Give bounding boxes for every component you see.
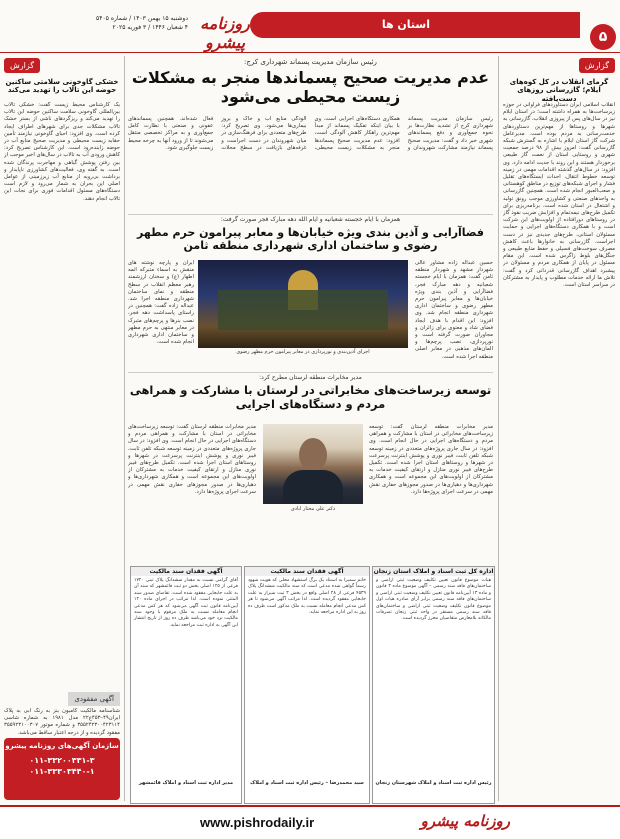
main-kicker: رئیس سازمان مدیریت پسماند شهرداری کرج: [244,58,377,66]
lorestan-title: توسعه زیرساخت‌های مخابراتی در لرستان با مشارکت و همراهی مردم و دستگاه‌های اجرایی [129,383,492,411]
mashhad-body: حسین عبداله زاده مشاور عالی شهردار مشهد و شهردار منطقه ثامن گفت: همزمان با ایام خجسته شعبانیه و دهه مبارک فجر، فضاآرایی و آذین بندی ویژه خیابان‌ها و معابر پیرامون حرم مطهر رضوی و ساختمان اداری شهرداری منطقه انجام شد. وی افزود: این اقدام با هدف ایجاد فضای شاد و معنوی برای زائران و مجاوران صورت گرفته است و نورپردازی، نصب پرچم‌ها و المان‌های مذهبی در معابر اصلی منطقه اجرا شده است. [415,260,493,360]
left-article-body: یک کارشناس محیط زیست گفت: خشکی تالاب بین‌المللی گاوخونی سلامت ساکنین حوضه این تالاب را تهدید می‌کند و ریزگردهای ناشی از بستر خشک تالاب مشکلات جدی برای شهرهای اطراف ایجاد کرده است. وی افزود: احیای گاوخونی نیازمند تأمین حقابه زیست محیطی و مدیریت صحیح منابع آب در حوضه زاینده‌رود است. این کارشناس تصریح کرد: کاهش ورودی آب به تالاب در سال‌های اخیر موجب از بین رفتن پوشش گیاهی و مهاجرت پرندگان شده است. به گفته وی، فعالیت‌های کشاورزی ناپایدار و برداشت بی‌رویه از منابع آب زیرزمینی از عوامل اصلی این بحران به شمار می‌رود و لازم است دستگاه‌های مسئول اقدامات فوری برای نجات این تالاب انجام دهند. [4,102,120,202]
main-body: رئیس سازمان مدیریت پسماند شهرداری کرج از تشدید نظارت‌ها بر نحوه جمع‌آوری و دفع پسماندهای شهری خبر داد و گفت: مدیریت صحیح پسماند نیازمند مشارکت شهروندان و همکاری دستگاه‌های اجرایی است. وی با بیان اینکه تفکیک پسماند از مبدأ مهم‌ترین راهکار کاهش آلودگی است، افزود: عدم مدیریت صحیح پسماندها منجر به مشکلات زیست محیطی، آلودگی منابع آب و خاک و بروز بیماری‌ها می‌شود. وی تصریح کرد: طرح‌های متعددی برای فرهنگ‌سازی در میان شهروندان در دست اجراست و غرفه‌های بازیافت در سطح محلات فعال شده‌اند. همچنین پسماندهای عفونی و صنعتی با نظارت کامل جمع‌آوری و به مراکز تخصصی منتقل می‌شوند تا از ورود آنها به چرخه محیط زیست جلوگیری شود. [128,116,493,151]
date-block [8,14,188,32]
mashhad-title: فضاآرایی و آذین بندی ویژه خیابان‌ها و معابر پیرامون حرم مطهر رضوی و ساختمان اداری شهرداری منطقه ثامن [137,226,484,253]
logo-text: روزنامه پیشرو [200,14,250,52]
lorestan-kicker: مدیر مخابرات منطقه لرستان مطرح کرد: [259,374,362,381]
ad-head: آگهی فقدان سند مالکیت [245,567,369,576]
ad-office-title: سازمان آگهی‌های روزنامه پیشرو [5,742,119,750]
portrait-suit [283,470,343,504]
mashhad-caption: اجرای آذین‌بندی و نورپردازی در معابر پیرامون حرم مطهر رضوی [236,349,370,355]
ad-card-3 [244,566,370,804]
ad-body: آقای گرامی نسبت به مقدار ششدانگ پلاک ثبتی ۱۷۲۰ فرعی از ۱۲۵ اصلی بخش دو ثبت قائمشهر که سند آن به علت جابجایی مفقود شده است، تقاضای صدور سند المثنی نموده است. لذا مراتب در اجرای ماده ۱۲۰ آیین‌نامه قانون ثبت آگهی می‌شود که هر کس مدعی انجام معامله نسبت به ملک مرقوم یا وجود سند مالکیت نزد خود می‌باشد ظرف ده روز از تاریخ انتشار این آگهی به اداره ثبت مراجعه نماید. [134,578,238,628]
date-line-1: دوشنبه ۱۵ بهمن ۱۴۰۳ / شماره ۵۴۰۵ [96,15,188,22]
divider [128,372,493,373]
lorestan-body: مدیر مخابرات منطقه لرستان گفت: توسعه زیرساخت‌های مخابراتی در استان با مشارکت و همراهی مردم و دستگاه‌های اجرایی در حال انجام است. وی افزود: در سال جاری پروژه‌های متعددی در زمینه توسعه شبکه تلفن ثابت، فیبر نوری و پوشش اینترنت پرسرعت در شهرها و روستاهای استان اجرا شده است. تکمیل طرح‌های فیبر نوری منازل و ارتقای کیفیت خدمات به مشترکان از اولویت‌های این مجموعه است و همکاری شهرداری‌ها و دهیاری‌ها در صدور مجوزهای حفاری نقش مهمی در سرعت اجرای پروژه‌ها دارد. [369,424,493,495]
mashhad-body-2: ایران و پارچه نوشته های منقش به اسماء متبرکه ائمه اطهار (ع) و سخنان ارزشمند رهبر معظم انقلاب در سطح منطقه و نمای ساختمان شهرداری منطقه اجرا شد. عبداله زاده گفت: همچنین در راستای پاسداشت دهه فجر، نصب بنرها و پرچم‌های متبرک در معابر منتهی به حرم مطهر و ساختمان اداری شهرداری انجام شده است. [128,260,194,346]
main-title: عدم مدیریت صحیح پسماندها منجر به مشکلات زیست محیطی می‌شود [131,68,490,107]
column-divider [124,56,125,801]
shrine-building [218,290,388,330]
website-url[interactable]: www.pishrodaily.ir [200,815,315,830]
ad-sign: سید محمدرضا – رئیس اداره ثبت اسناد و املاک [250,780,364,786]
ad-body: هیات موضوع قانون تعیین تکلیف وضعیت ثبتی اراضی و ساختمان‌های فاقد سند رسمی – آگهی موضوع ماده ۳ قانون و ماده ۱۳ آیین‌نامه قانون تعیین تکلیف وضعیت ثبتی اراضی و ساختمان‌های فاقد سند رسمی برابر آرای صادره هیات اول موضوع قانون تکلیف وضعیت ثبتی اراضی و ساختمان‌های فاقد سند رسمی مستقر در واحد ثبتی زنجان تصرفات مالکانه بلامعارض متقاضیان محرز گردیده است. [376,578,492,622]
official-portrait [263,424,363,504]
lorestan-body-2: مدیر مخابرات منطقه لرستان گفت: توسعه زیرساخت‌های مخابراتی در استان با مشارکت و همراهی مردم و دستگاه‌های اجرایی در حال انجام است. وی افزود: در سال جاری پروژه‌های متعددی در زمینه توسعه شبکه تلفن ثابت، فیبر نوری و پوشش اینترنت پرسرعت در شهرها و روستاهای استان اجرا شده است. تکمیل طرح‌های فیبر نوری منازل و ارتقای کیفیت خدمات به مشترکان از اولویت‌های این مجموعه است و همکاری شهرداری‌ها و دهیاری‌ها در صدور مجوزهای حفاری نقش مهمی در سرعت اجرای پروژه‌ها دارد. [128,424,256,495]
right-column [503,58,615,803]
right-article-title: گرمای انقلاب در کل کوه‌های ایلام؛ گازرسانی روزهای دست‌یافته [509,78,609,103]
lorestan-caption: دکتر علی مختار ابادی [290,506,336,512]
ad-phone-2: ۰۱۱-۳۳۳۰۳۴۴۰-۱ [29,767,95,776]
ad-sign: رئیس اداره ثبت اسناد و املاک شهرستان زنجان [375,780,492,786]
ad-card-1 [130,566,242,804]
date-line-2: ۴ شعبان ۱۴۴۶ / ۳ فوریه ۲۰۲۵ [112,24,188,31]
ad-body: خانم سمیرا به استناد یک برگ استشهاد محلی که هویت شهود رسماً گواهی شده مدعی است که سند مالکیت ششدانگ پلاک ۴۵۳۹ فرعی از ۲۸ اصلی واقع در بخش ۳ ثبت شیراز به علت جابجایی مفقود گردیده است. لذا مراتب آگهی می‌شود تا هر کس مدعی انجام معامله نسبت به ملک مذکور است ظرف ده روز به این اداره مراجعه نماید. [248,578,366,616]
ad-card-2 [372,566,495,804]
shrine-photo [198,260,408,348]
footer-logo: روزنامه پیشرو [420,812,510,830]
ad-head: آگهی فقدان سند مالکیت [131,567,241,576]
page-footer [0,805,620,839]
left-column [4,58,120,803]
right-article-body: انقلاب اسلامی ایران دستاوردهای فراوانی در حوزه زیرساخت‌ها به همراه داشته است؛ در استان ایلام نیز در سال‌های پس از پیروزی انقلاب، گازرسانی به شهرها و روستاها از مهم‌ترین دستاوردهای خدمت‌رسانی به مردم بوده است. مدیرعامل شرکت گاز استان ایلام با اشاره به گسترش شبکه گازرسانی گفت: امروز بیش از ۹۸ درصد جمعیت شهری و روستایی استان از نعمت گاز طبیعی برخوردار هستند و این روند با جدیت ادامه دارد. وی افزود: در سال‌های گذشته اقدامات مهمی در زمینه توسعه خطوط انتقال، احداث ایستگاه‌های تقلیل فشار و اجرای شبکه‌های توزیع در مناطق کوهستانی و صعب‌العبور انجام شده است. همچنین گازرسانی به واحدهای صنعتی و کشاورزی موجب رونق تولید و اشتغال در استان شده است. برنامه‌ریزی برای تکمیل طرح‌های نیمه‌تمام و افزایش ضریب نفوذ گاز در روستاهای دورافتاده از اولویت‌های این شرکت است و با همکاری دستگاه‌های اجرایی و حمایت مسئولان استانی، طرح‌های جدیدی نیز در دست اجراست. گازرسانی به خانوارها باعث کاهش مصرف سوخت‌های فسیلی و حفظ منابع طبیعی و جنگل‌های بلوط زاگرس شده است. این مقام مسئول در پایان از همکاری مردم و مسئولان در پیشبرد اهداف گازرسانی قدردانی کرد و گفت: تلاش ما ارائه خدمات مطلوب و پایدار به مشترکان در سراسر استان است. [503,102,615,289]
page-header [0,0,620,52]
divider [128,214,493,215]
column-divider [498,56,499,801]
page-number: ۵ [590,24,616,50]
ad-phone-1: ۰۱۱-۳۳۲۰۰۳۳۱-۳ [29,756,95,765]
mashhad-kicker: همزمان با ایام خجسته شعبانیه و ایام الله دهه مبارک فجر صورت گرفت: [220,216,401,223]
header-rule [0,52,620,53]
report-tab-right: گزارش [579,58,615,73]
ad-office-box [4,738,120,800]
ad-sign: مدیر اداره ثبت اسناد و املاک قائمشهر [138,780,234,786]
mashhad-story [128,216,493,371]
ad-head: اداره کل ثبت اسناد و املاک استان زنجان [373,568,494,575]
lost-notice-title: آگهی مفقودی [68,692,120,706]
left-article-title: خشکی گاوخونی سلامتی ساکنین حوضه این تالاب را تهدید می‌کند [5,78,119,95]
section-banner [250,12,580,38]
lorestan-story [128,374,493,564]
masthead-logo [190,4,260,52]
portrait-head [299,438,327,472]
report-tab-left: گزارش [4,58,40,73]
lost-notice-body: شناسنامه مالکیت کامیون بنز به رنگ آبی به پلاک ایران۴۹–۴۵۳ع۲۲ مدل ۱۹۸۱ به شماره شاسی ۳۵۵۲۴۲۳۰۰۴۲۳۱۱۴ و شماره موتور ۳۵۵۹۲۳۱۰۰۳۰۷ مفقود گردیده و از درجه اعتبار ساقط می‌باشد. [4,708,120,736]
section-title: استان ها [381,18,430,31]
lost-notice [4,686,120,744]
main-story [128,56,493,216]
